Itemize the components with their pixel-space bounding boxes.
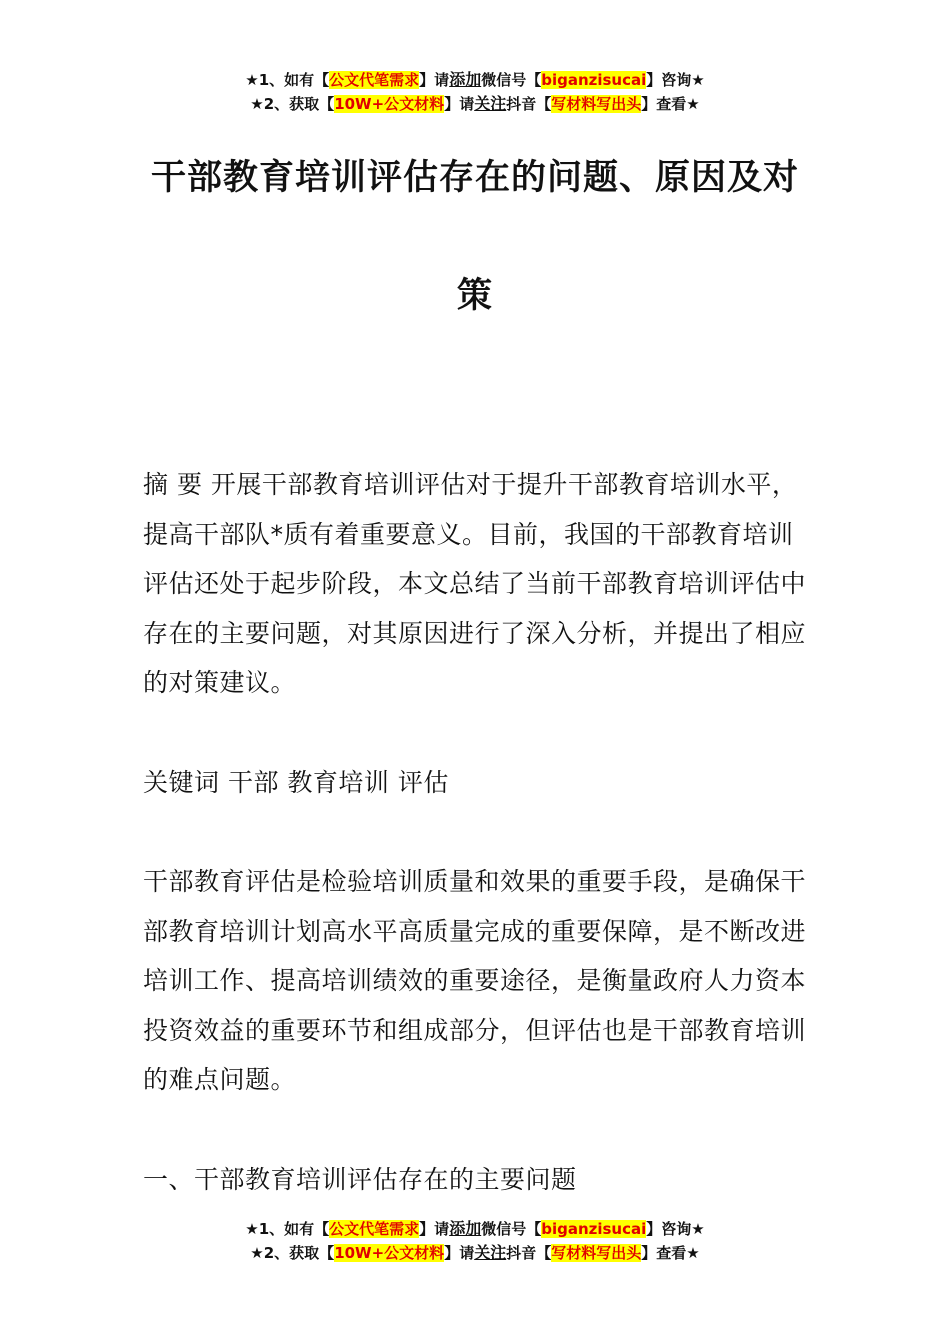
ad-highlight-wechat-id: biganzisucai xyxy=(541,1220,647,1238)
ad-emphasis-follow: 关注 xyxy=(474,1243,507,1262)
section-heading-1: 一、干部教育培训评估存在的主要问题 xyxy=(143,1165,577,1194)
ad-highlight-service: 公文代笔需求 xyxy=(329,71,420,89)
ad-line-1-suffix: 】咨询★ xyxy=(646,1220,705,1238)
body-paragraph-1: 干部教育评估是检验培训质量和效果的重要手段，是确保干部教育培训计划高水平高质量完成的重要保障，是不断改进培训工作、提高培训绩效的重要途径，是衡量政府人力资本投资效益的重要环节和组成部分，但评估也是干部教育培训的难点问题。 xyxy=(143,867,807,1094)
ad-line-1 xyxy=(0,1217,950,1241)
ad-line-2-mid2: 抖音【 xyxy=(506,1244,552,1262)
footer-ad-banner xyxy=(0,1217,950,1265)
abstract-paragraph: 摘 要 开展干部教育培训评估对于提升干部教育培训水平，提高干部队*质有着重要意义。目前，我国的干部教育培训评估还处于起步阶段，本文总结了当前干部教育培训评估中存在的主要问题，对其原因进行了深入分析，并提出了相应的对策建议。 xyxy=(143,470,807,697)
ad-highlight-materials: 10W+公文材料 xyxy=(334,1244,445,1262)
ad-line-2-mid: 】请 xyxy=(444,1244,475,1262)
ad-emphasis-add: 添加 xyxy=(449,70,482,89)
ad-line-2-mid: 】请 xyxy=(444,95,475,113)
ad-line-2-mid2: 抖音【 xyxy=(506,95,552,113)
ad-line-1-mid2: 微信号【 xyxy=(481,71,542,89)
document-title-line-2: 策 xyxy=(456,276,493,316)
ad-line-1-prefix: ★1、如有【 xyxy=(245,1220,330,1238)
keywords-line: 关键词 干部 教育培训 评估 xyxy=(143,768,449,797)
ad-line-1-mid: 】请 xyxy=(419,71,450,89)
ad-line-1-mid2: 微信号【 xyxy=(481,1220,542,1238)
ad-emphasis-follow: 关注 xyxy=(474,94,507,113)
ad-line-2-suffix: 】查看★ xyxy=(641,95,700,113)
ad-line-2-prefix: ★2、获取【 xyxy=(250,95,335,113)
ad-line-2-prefix: ★2、获取【 xyxy=(250,1244,335,1262)
ad-highlight-service: 公文代笔需求 xyxy=(329,1220,420,1238)
ad-highlight-materials: 10W+公文材料 xyxy=(334,95,445,113)
ad-highlight-douyin: 写材料写出头 xyxy=(551,1244,642,1262)
ad-line-1-suffix: 】咨询★ xyxy=(646,71,705,89)
ad-line-1 xyxy=(0,68,950,92)
ad-highlight-douyin: 写材料写出头 xyxy=(551,95,642,113)
ad-line-2-suffix: 】查看★ xyxy=(641,1244,700,1262)
document-title-line-1: 干部教育培训评估存在的问题、原因及对 xyxy=(150,158,799,198)
header-ad-banner xyxy=(0,68,950,116)
ad-line-2 xyxy=(0,92,950,116)
ad-line-1-prefix: ★1、如有【 xyxy=(245,71,330,89)
ad-line-1-mid: 】请 xyxy=(419,1220,450,1238)
ad-highlight-wechat-id: biganzisucai xyxy=(541,71,647,89)
ad-emphasis-add: 添加 xyxy=(449,1219,482,1238)
ad-line-2 xyxy=(0,1241,950,1265)
